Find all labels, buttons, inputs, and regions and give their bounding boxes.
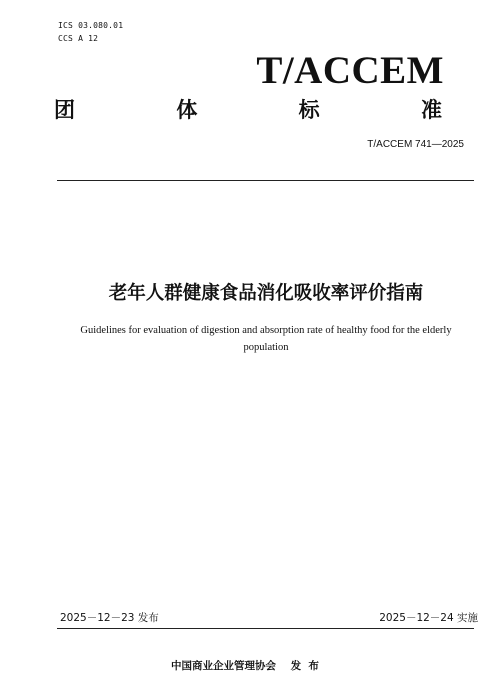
ics-code: ICS 03.080.01 [58, 21, 124, 30]
standard-type-char: 体 [176, 98, 198, 122]
header-divider [57, 180, 474, 181]
implement-date: 2025－12－24 实施 [379, 612, 478, 624]
standard-type [54, 97, 442, 123]
ccs-code: CCS A 12 [58, 34, 99, 43]
classification-codes [58, 19, 123, 45]
publish-date: 2025－12－23 发布 [60, 612, 159, 624]
standard-type-char: 准 [420, 98, 442, 122]
standard-logo: T/ACCEM [256, 49, 444, 92]
document-title-english: Guidelines for evaluation of digestion and absorption rate of healthy food for the elderly population [80, 325, 452, 353]
standard-code: T/ACCEM 741—2025 [367, 139, 464, 150]
footer-divider [57, 628, 474, 629]
standard-type-char: 团 [54, 98, 75, 122]
standard-type-char: 标 [298, 98, 320, 122]
document-title-chinese: 老年人群健康食品消化吸收率评价指南 [108, 283, 424, 304]
issuing-organization: 中国商业企业管理协会 发 布 [171, 660, 319, 672]
